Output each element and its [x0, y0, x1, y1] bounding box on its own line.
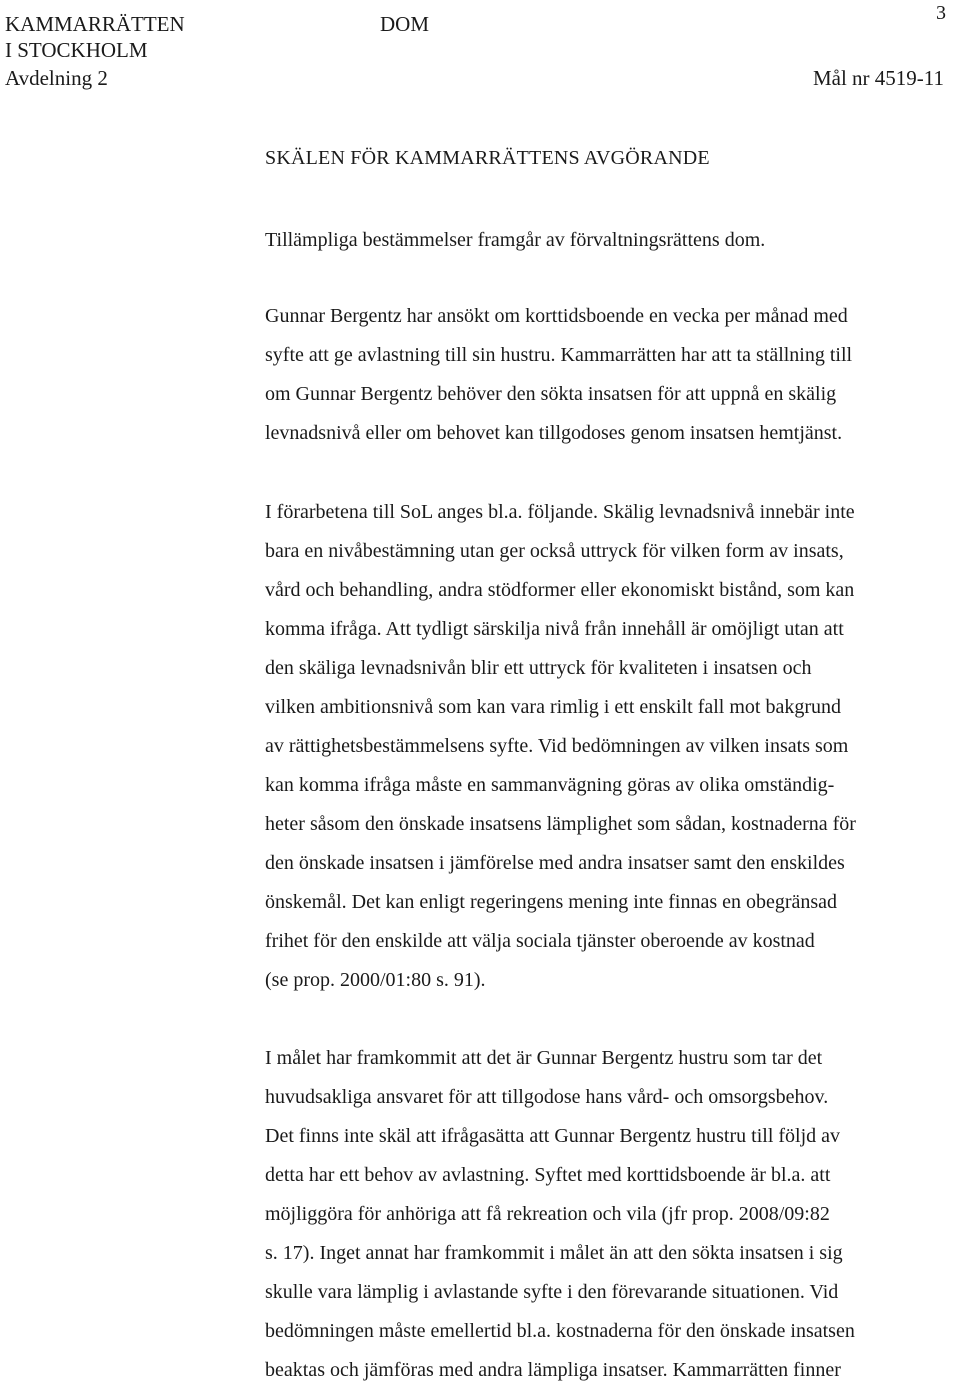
- case-number: Mål nr 4519-11: [812, 66, 944, 90]
- paragraph-line: den skäliga levnadsnivån blir ett uttryck för kvaliteten i insatsen och: [265, 657, 812, 679]
- paragraph-line: bedömningen måste emellertid bl.a. kostnaderna för den önskade insatsen: [265, 1320, 855, 1342]
- paragraph-preparatory-works: [265, 493, 856, 1000]
- paragraph-line: den önskade insatsen i jämförelse med andra insatser samt den enskildes: [265, 852, 845, 874]
- paragraph-assessment: [265, 1039, 855, 1390]
- paragraph-line: komma ifråga. Att tydligt särskilja nivå från innehåll är omöjligt utan att: [265, 618, 844, 640]
- paragraph-line: detta har ett behov av avlastning. Syftet med korttidsboende är bl.a. att: [265, 1164, 831, 1186]
- paragraph-line: levnadsnivå eller om behovet kan tillgodoses genom insatsen hemtjänst.: [265, 422, 843, 444]
- paragraph-application: [265, 297, 852, 453]
- paragraph-line: önskemål. Det kan enligt regeringens mening inte finnas en obegränsad: [265, 891, 838, 913]
- paragraph-line: (se prop. 2000/01:80 s. 91).: [265, 969, 486, 991]
- paragraph-line: I målet har framkommit att det är Gunnar Bergentz hustru som tar det: [265, 1047, 823, 1069]
- paragraph-line: s. 17). Inget annat har framkommit i målet än att den sökta insatsen i sig: [265, 1242, 843, 1264]
- paragraph-applicable-provisions: [265, 221, 765, 260]
- paragraph-line: I förarbetena till SoL anges bl.a. följande. Skälig levnadsnivå innebär inte: [265, 501, 855, 523]
- paragraph-line: frihet för den enskilde att välja sociala tjänster oberoende av kostnad: [265, 930, 815, 952]
- court-name-line2: I STOCKHOLM: [5, 38, 148, 62]
- paragraph-line: beaktas och jämföras med andra lämpliga insatser. Kammarrätten finner: [265, 1359, 841, 1381]
- paragraph-line: möjliggöra för anhöriga att få rekreation och vila (jfr prop. 2008/09:82: [265, 1203, 830, 1225]
- court-name-line1: KAMMARRÄTTEN: [5, 12, 185, 36]
- document-type: DOM: [380, 12, 430, 36]
- division-label: Avdelning 2: [5, 66, 108, 90]
- paragraph-line: om Gunnar Bergentz behöver den sökta insatsen för att uppnå en skälig: [265, 383, 837, 405]
- page-number: 3: [936, 2, 946, 24]
- paragraph-line: heter såsom den önskade insatsens lämplighet som sådan, kostnaderna för: [265, 813, 856, 835]
- paragraph-line: kan komma ifråga måste en sammanvägning göras av olika omständig-: [265, 774, 835, 796]
- paragraph-line: syfte att ge avlastning till sin hustru. Kammarrätten har att ta ställning till: [265, 344, 853, 366]
- paragraph-line: bara en nivåbestämning utan ger också uttryck för vilken form av insats,: [265, 540, 844, 562]
- paragraph-line: vård och behandling, andra stödformer eller ekonomiskt bistånd, som kan: [265, 579, 855, 601]
- paragraph-line: skulle vara lämplig i avlastande syfte i den förevarande situationen. Vid: [265, 1281, 839, 1303]
- paragraph-line: Det finns inte skäl att ifrågasätta att Gunnar Bergentz hustru till följd av: [265, 1125, 841, 1147]
- paragraph-line: huvudsakliga ansvaret för att tillgodose hans vård- och omsorgsbehov.: [265, 1086, 829, 1108]
- section-heading: SKÄLEN FÖR KAMMARRÄTTENS AVGÖRANDE: [265, 147, 710, 169]
- paragraph-line: vilken ambitionsnivå som kan vara rimlig i ett enskilt fall mot bakgrund: [265, 696, 842, 718]
- paragraph-line: av rättighetsbestämmelsens syfte. Vid bedömningen av vilken insats som: [265, 735, 849, 757]
- paragraph-line: Tillämpliga bestämmelser framgår av förvaltningsrättens dom.: [265, 229, 766, 251]
- paragraph-line: Gunnar Bergentz har ansökt om korttidsboende en vecka per månad med: [265, 305, 848, 327]
